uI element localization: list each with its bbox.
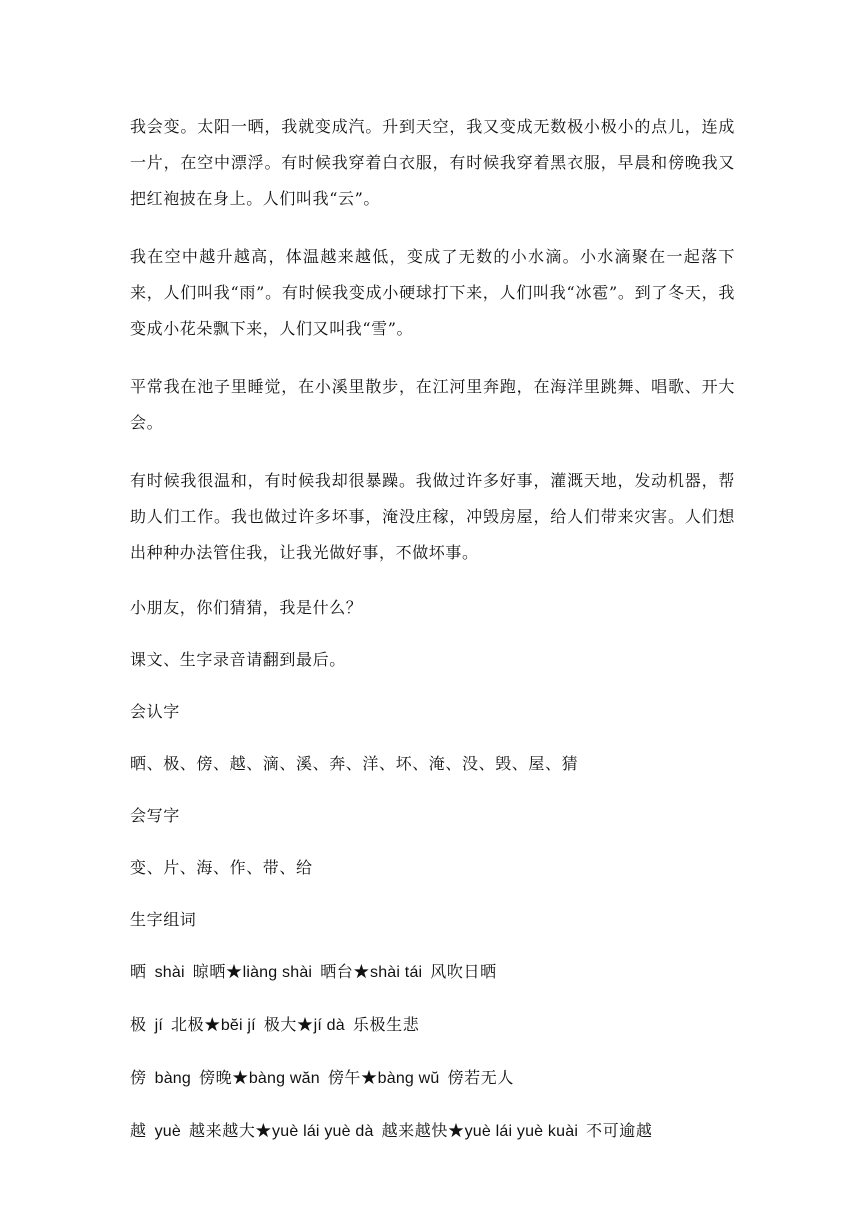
word-compound-2-pinyin: shài tái: [370, 964, 423, 981]
closing-question: 小朋友，你们猜猜，我是什么？: [130, 598, 363, 617]
word-compound-2: 极大: [263, 1015, 298, 1034]
word-compound-1: 北极: [171, 1015, 205, 1034]
word-compound-1-pinyin: bĕi jí: [220, 1017, 256, 1034]
word-compound-2-pinyin: yuè lái yuè kuài: [464, 1123, 579, 1140]
word-row: [130, 1116, 735, 1147]
star-icon: ★: [204, 1015, 221, 1034]
word-row: [130, 1063, 735, 1094]
word-pinyin: shài: [154, 964, 185, 981]
star-icon: ★: [255, 1121, 273, 1140]
paragraph-4: 有时候我很温和，有时候我却很暴躁。我做过许多好事，灌溉天地，发动机器，帮助人们工作。我也做过许多坏事，淹没庄稼，冲毁房屋，给人们带来灾害。人们想出种种办法管住我，让我光做好事，不做坏事。: [130, 471, 735, 562]
word-compound-2: 越来越快: [381, 1121, 448, 1140]
document-page: [130, 109, 735, 1169]
word-idiom: 风吹日晒: [430, 962, 497, 981]
paragraph-2: 我在空中越升越高，体温越来越低，变成了无数的小水滴。小水滴聚在一起落下来，人们叫我“雨”。有时候我变成小硬球打下来，人们叫我“冰雹”。到了冬天，我变成小花朵飘下来，人们又叫我“雪”。: [130, 247, 735, 338]
word-idiom: 乐极生悲: [352, 1015, 420, 1034]
word-char: 晒: [130, 962, 147, 981]
word-char: 极: [130, 1015, 147, 1034]
paragraph-1: 我会变。太阳一晒，我就变成汽。升到天空，我又变成无数极小极小的点儿，连成一片，在空中漂浮。有时候我穿着白衣服，有时候我穿着黑衣服，早晨和傍晚我又把红袍披在身上。人们叫我“云”。: [130, 117, 735, 208]
word-pinyin: bàng: [154, 1070, 192, 1087]
star-icon: ★: [232, 1068, 249, 1087]
star-icon: ★: [225, 962, 243, 981]
word-compound-1-pinyin: liàng shài: [242, 964, 313, 981]
paragraph-3: 平常我在池子里睡觉，在小溪里散步，在江河里奔跑，在海洋里跳舞、唱歌、开大会。: [130, 377, 735, 432]
word-compound-2-pinyin: bàng wŭ: [377, 1070, 440, 1087]
star-icon: ★: [353, 962, 370, 981]
words-heading: 生字组词: [130, 910, 197, 929]
star-icon: ★: [361, 1068, 378, 1087]
word-compound-2: 傍午: [327, 1068, 362, 1087]
word-compound-1-pinyin: yuè lái yuè dà: [272, 1123, 374, 1140]
word-compound-1: 越来越大: [189, 1121, 256, 1140]
word-row: [130, 957, 735, 988]
word-compound-1-pinyin: bàng wăn: [248, 1070, 320, 1087]
word-char: 傍: [130, 1068, 147, 1087]
write-chars: 变、片、海、作、带、给: [130, 858, 313, 877]
word-row: [130, 1010, 735, 1041]
word-compound-1: 晾晒: [192, 962, 226, 981]
recognize-chars: 晒、极、傍、越、滴、溪、奔、洋、坏、淹、没、毁、屋、猜: [130, 754, 579, 773]
word-char: 越: [130, 1121, 147, 1140]
word-pinyin: yuè: [154, 1123, 182, 1140]
word-pinyin: jí: [154, 1017, 164, 1034]
word-compound-2-pinyin: jí dà: [313, 1017, 345, 1034]
word-compound-1: 傍晚: [199, 1068, 233, 1087]
recognize-heading: 会认字: [130, 702, 180, 721]
word-compound-2: 晒台: [320, 962, 354, 981]
star-icon: ★: [297, 1015, 314, 1034]
word-idiom: 不可逾越: [586, 1121, 653, 1140]
write-heading: 会写字: [130, 806, 180, 825]
audio-note: 课文、生字录音请翻到最后。: [130, 650, 346, 669]
word-idiom: 傍若无人: [447, 1068, 514, 1087]
star-icon: ★: [447, 1121, 465, 1140]
